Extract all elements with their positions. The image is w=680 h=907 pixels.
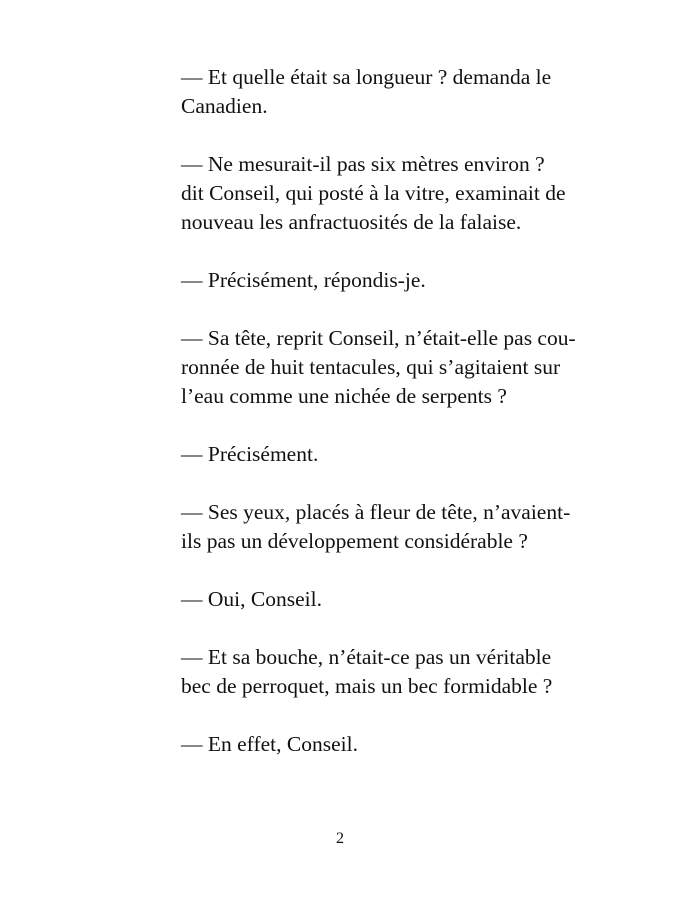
text-line: — Ne mesurait-il pas six mètres environ ?	[181, 152, 545, 176]
paragraph	[181, 585, 621, 614]
text-line: ils pas un développement considérable ?	[181, 529, 528, 553]
paragraph	[181, 498, 621, 556]
text-line: — Et sa bouche, n’était-ce pas un véritable	[181, 645, 552, 669]
text-line: nouveau les anfractuosités de la falaise.	[181, 210, 522, 234]
paragraph	[181, 63, 621, 121]
text-line: — Ses yeux, placés à fleur de tête, n’avaient-	[181, 500, 571, 524]
paragraph	[181, 266, 621, 295]
page-body	[181, 63, 621, 788]
paragraph	[181, 730, 621, 759]
text-line: — Précisément.	[181, 442, 319, 466]
text-line: dit Conseil, qui posté à la vitre, examinait de	[181, 181, 566, 205]
paragraph	[181, 643, 621, 701]
text-line: bec de perroquet, mais un bec formidable ?	[181, 674, 553, 698]
paragraph	[181, 324, 621, 411]
paragraph	[181, 440, 621, 469]
text-line: — Oui, Conseil.	[181, 587, 322, 611]
text-line: ronnée de huit tentacules, qui s’agitaient sur	[181, 355, 561, 379]
text-line: Canadien.	[181, 94, 268, 118]
text-line: — En effet, Conseil.	[181, 732, 358, 756]
text-line: — Et quelle était sa longueur ? demanda le	[181, 65, 552, 89]
text-line: l’eau comme une nichée de serpents ?	[181, 384, 507, 408]
page-number: 2	[336, 830, 344, 847]
paragraph	[181, 150, 621, 237]
text-line: — Sa tête, reprit Conseil, n’était-elle pas cou-	[181, 326, 576, 350]
text-line: — Précisément, répondis-je.	[181, 268, 426, 292]
